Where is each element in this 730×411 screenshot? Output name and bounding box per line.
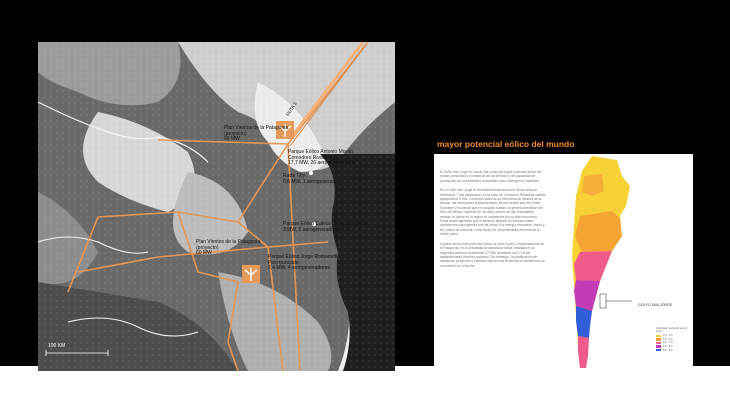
label-name: Plan Vientos de la Patagonia <box>196 239 261 245</box>
panel-title: mayor potencial eólico del mundo <box>437 139 575 149</box>
legend-swatch <box>656 345 661 348</box>
label-capacity: 60 MW <box>224 136 240 143</box>
label-name: Parque Eólico Caleta Olivia (proyecto) <box>283 221 368 227</box>
legend-label: 4,5 - 5,5 <box>663 334 673 338</box>
wind-legend <box>656 327 693 352</box>
legend-swatch <box>656 342 661 345</box>
wind-farm-marker[interactable] <box>242 265 260 283</box>
label-detail: Comodoro Rivadavia <box>288 154 335 161</box>
label-name: Plan Vientos de la Patagonia <box>224 125 289 131</box>
golfo-callout: GOLFO SAN JORGE <box>638 303 673 307</box>
label-detail: (proyecto) <box>196 244 219 251</box>
info-panel <box>434 154 693 371</box>
legend-title: Velocidad media del viento (m/s) <box>656 327 687 333</box>
label-jorge-romanutti <box>268 255 337 272</box>
legend-swatch <box>656 338 661 341</box>
label-detail: 0,6 MW, 1 aerogenerador <box>283 178 340 185</box>
label-capacity: 60 MW <box>196 250 212 257</box>
label-detail: Pico truncado <box>268 259 299 266</box>
label-detail: (proyecto) <box>224 130 247 137</box>
legend-swatch <box>656 349 661 352</box>
label-antonio-moran <box>288 150 356 167</box>
label-name: Parque Eólico Jorge Romanutti <box>268 254 338 260</box>
paragraph: A pesar del enorme potencial eólico de todo el país y especialmente de la Patagonia, en la actualidad la capacidad eólica instalada en la Argentina alcanza únicamente 27 MW, alrededor del 0,1% del abastecimiento eléctrico nacional. Sin embargo, la planificación de iniciativas, proyectos y estudios indican una tendencia al crecimiento de la inversión en el sector. <box>440 241 546 268</box>
paragraph: El Golfo San Jorge es una de las zonas de mayor potencial eólico del mundo (velocidad y constancia de los vientos) y de capacidad de producción de combustibles renovables como hidrógeno y biodiesel. <box>440 170 542 183</box>
text-column <box>440 170 546 273</box>
terrain-map[interactable] <box>38 42 395 371</box>
label-capacity: 2,4 MW, 4 aerogeneradores <box>268 265 330 272</box>
label-name: Rada Tilly <box>283 173 305 179</box>
label-capacity: 17,7 MW, 26 aerogeneradores <box>288 160 356 167</box>
scale-label: 100 KM <box>48 343 66 349</box>
legend-item <box>656 348 693 352</box>
legend-label: 8,5 - 9,5 <box>663 348 673 352</box>
terrain-map-graphic <box>38 42 395 371</box>
label-name: Parque Eólico Antonio Morán <box>288 149 353 155</box>
paragraph: En el Golfo San Jorge la velocidad media anual del viento está por encima de 7 m/s alcanzando en la zona de Comodoro Rivadavia valores superiores a 9 m/s. Conforme datos de la Secretaría de Minería de la Nación, las direcciones preponderantes de los vientos son del Oeste, Sudoeste y Noroeste que en conjunto suman un general alrededor del 80% del tiempo. Además de los altos valores de las velocidades medias, el viento en la región se caracteriza por su alta frecuencia. Estos datos significan que el territorio dispone de excepcionales condiciones para quienes han de tomar a la energía renovable, limpia y sin costos de insumos, como factor de competitividad del territorio a medio plazo. <box>440 188 546 237</box>
legend-swatch <box>656 335 661 338</box>
argentina-wind-map[interactable] <box>562 156 642 370</box>
label-plan-vientos-north <box>224 126 288 143</box>
legend-label: 7,5 - 8,5 <box>663 345 673 349</box>
road-label: RUTA 3 <box>285 101 298 117</box>
legend-label: 5,5 - 6,5 <box>663 337 673 341</box>
label-rada-tilly <box>283 174 340 185</box>
legend-label: 6,5 - 7,5 <box>663 341 673 345</box>
label-detail: 3 MW, 5 aerogeneradores <box>283 226 341 233</box>
label-caleta-olivia <box>283 222 368 233</box>
label-plan-vientos-south <box>196 240 260 257</box>
